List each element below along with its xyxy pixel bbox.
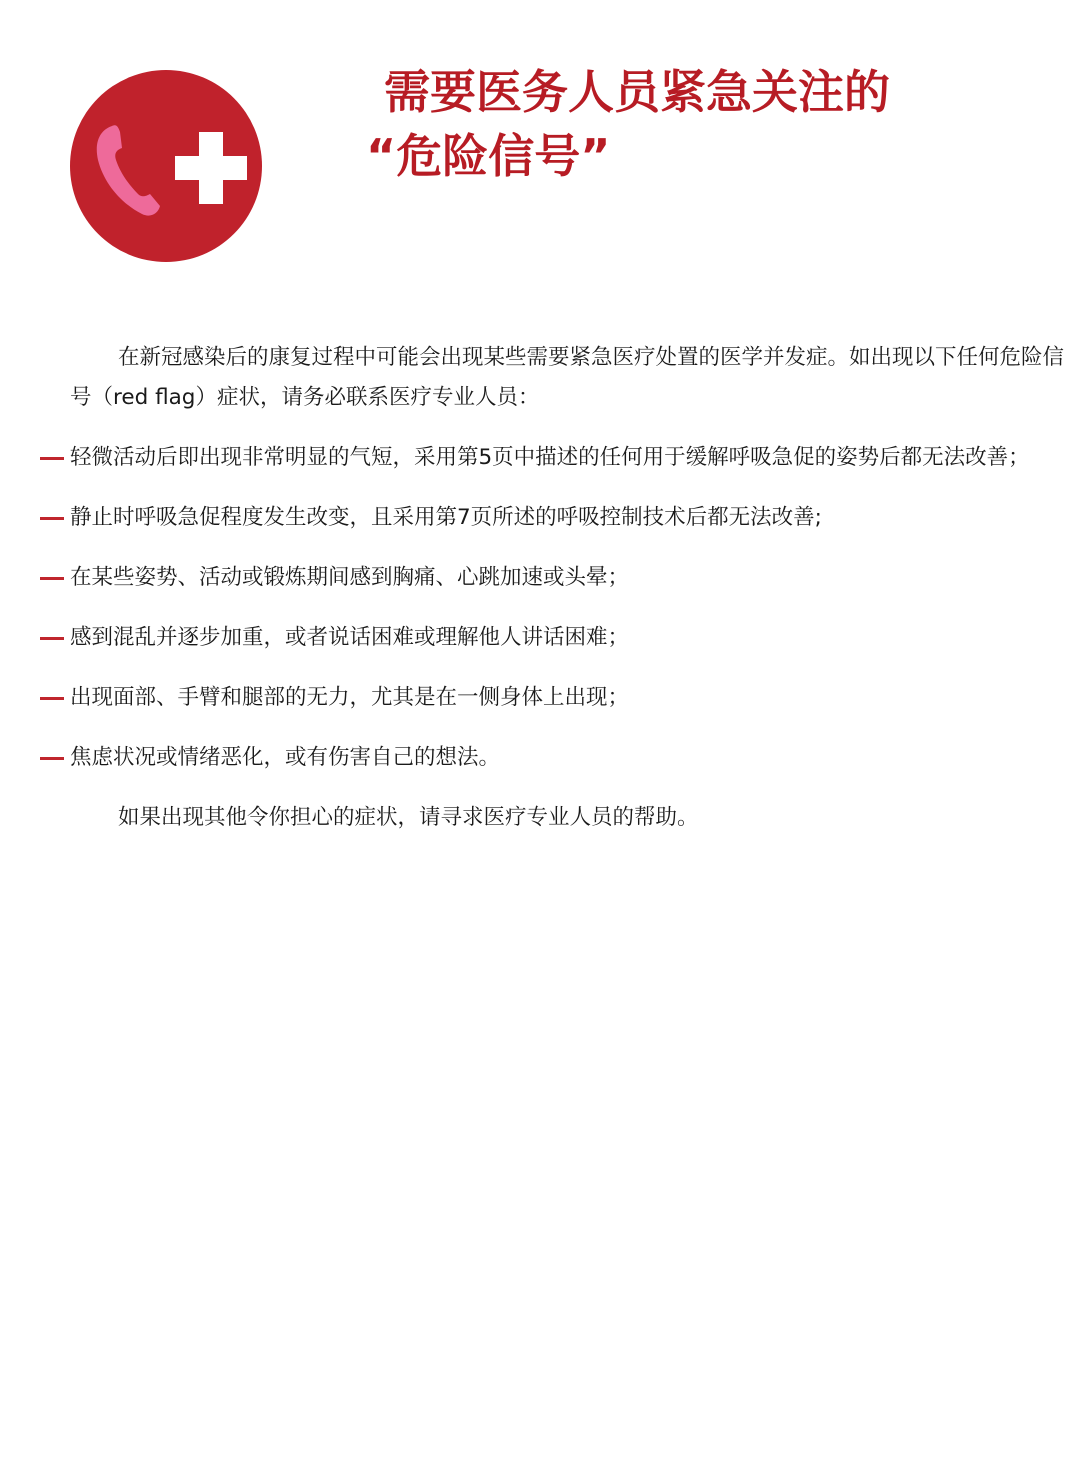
dash-marker bbox=[40, 757, 64, 760]
list-item-text: 静止时呼吸急促程度发生改变，且采用第7页所述的呼吸控制技术后都无法改善; bbox=[70, 505, 822, 530]
content bbox=[40, 338, 1068, 838]
page-title bbox=[366, 60, 890, 188]
dash-marker bbox=[40, 517, 64, 520]
cross-horizontal bbox=[175, 156, 247, 180]
title-line-1: 需要医务人员紧急关注的 bbox=[384, 65, 890, 119]
list-item bbox=[40, 498, 1068, 538]
intro-paragraph: 在新冠感染后的康复过程中可能会出现某些需要紧急医疗处置的医学并发症。如出现以下任何危险信号（red flag）症状，请务必联系医疗专业人员： bbox=[70, 345, 1065, 410]
dash-marker bbox=[40, 457, 64, 460]
list-item-text: 感到混乱并逐步加重，或者说话困难或理解他人讲话困难； bbox=[70, 625, 630, 650]
list-item bbox=[40, 678, 1068, 718]
list-item bbox=[40, 438, 1068, 478]
list-item bbox=[40, 618, 1068, 658]
list-item-text: 出现面部、手臂和腿部的无力，尤其是在一侧身体上出现； bbox=[70, 685, 630, 710]
dash-marker bbox=[40, 637, 64, 640]
dash-marker bbox=[40, 697, 64, 700]
list-item-text: 在某些姿势、活动或锻炼期间感到胸痛、心跳加速或头晕； bbox=[70, 565, 630, 590]
list-item bbox=[40, 738, 1068, 778]
dash-marker bbox=[40, 577, 64, 580]
closing-paragraph: 如果出现其他令你担心的症状，请寻求医疗专业人员的帮助。 bbox=[118, 805, 699, 830]
phone-plus-icon bbox=[70, 70, 262, 262]
title-line-2: “危险信号” bbox=[366, 129, 611, 183]
list-item bbox=[40, 558, 1068, 598]
list-item-text: 焦虑状况或情绪恶化，或有伤害自己的想法。 bbox=[70, 745, 501, 770]
list-item-text: 轻微活动后即出现非常明显的气短，采用第5页中描述的任何用于缓解呼吸急促的姿势后都无法改善； bbox=[70, 445, 1030, 470]
